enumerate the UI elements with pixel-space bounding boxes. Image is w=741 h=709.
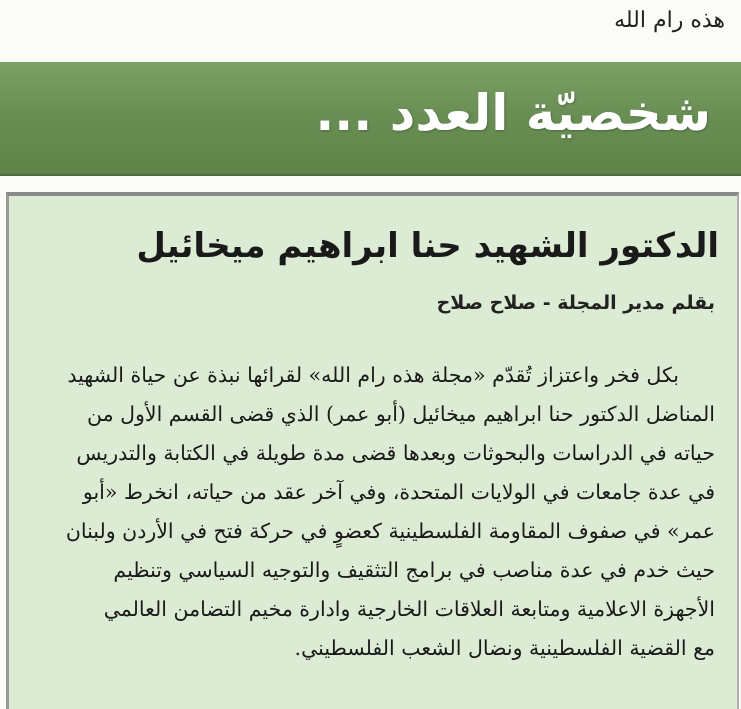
body-line: المناضل الدكتور حنا ابراهيم ميخائيل (أبو عمر) الذي قضى القسم الأول من [87,402,715,426]
body-line: مع القضية الفلسطينية ونضال الشعب الفلسطيني. [294,636,715,660]
article-headline: الدكتور الشهيد حنا ابراهيم ميخائيل [136,226,719,266]
body-line: حيث خدم في عدة مناصب في برامج التثقيف والتوجيه السياسي وتنظيم [113,558,715,582]
article-byline: بقلم مدير المجلة - صلاح صلاح [436,292,715,314]
body-line: الأجهزة الاعلامية ومتابعة العلاقات الخارجية وادارة مخيم التضامن العالمي [103,597,715,621]
body-line: بكل فخر واعتزاز تُقدّم «مجلة هذه رام الله» لقرائها نبذة عن حياة الشهيد [67,363,679,387]
section-title: شخصيّة العدد ... [315,84,711,142]
body-line: عمر» في صفوف المقاومة الفلسطينية كعضوٍ في حركة فتح في الأردن ولبنان [65,519,715,543]
section-banner [0,62,741,176]
article-panel [6,192,739,709]
article-body [25,356,715,668]
body-line: في عدة جامعات في الولايات المتحدة، وفي آخر عقد من حياته، انخرط «أبو [82,480,715,504]
body-line: حياته في الدراسات والبحوثات وبعدها قضى مدة طويلة في الكتابة والتدريس [76,441,715,465]
magazine-masthead: هذه رام الله [614,8,725,33]
